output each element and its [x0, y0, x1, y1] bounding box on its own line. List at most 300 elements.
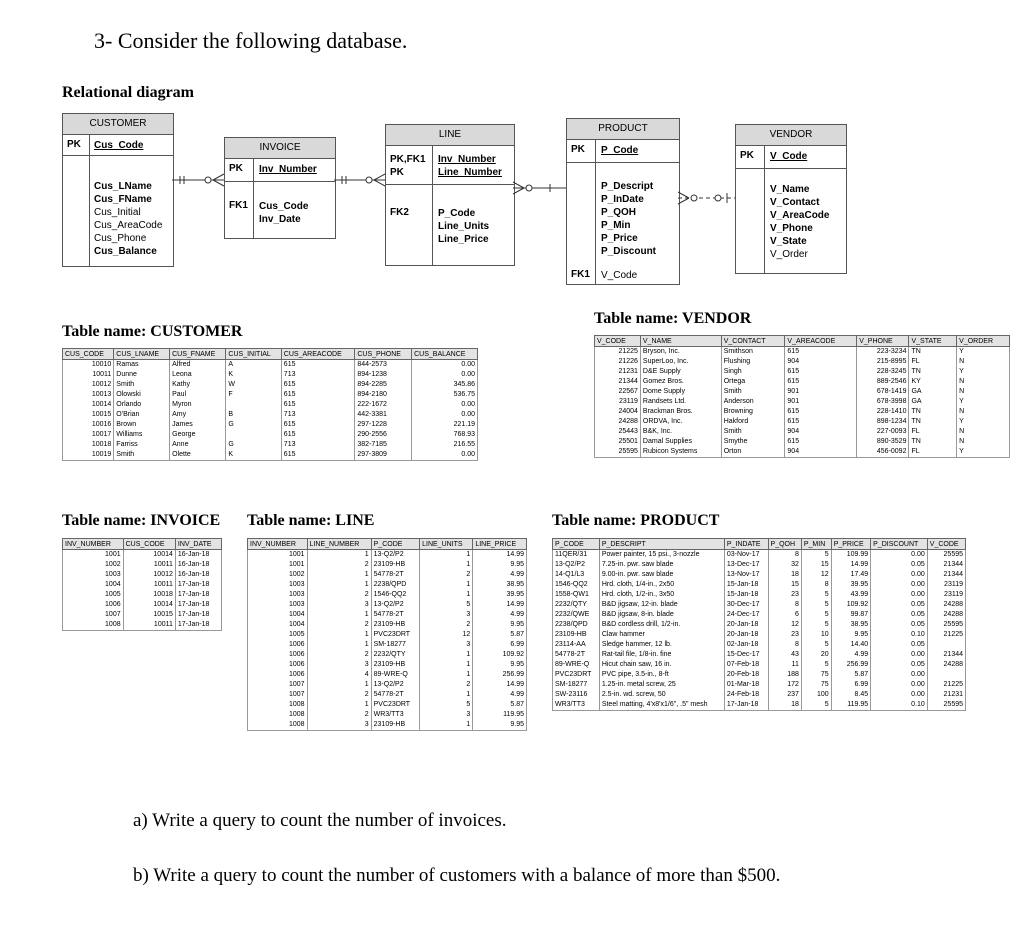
table-cell: 1	[307, 700, 371, 710]
table-cell: N	[957, 437, 1010, 447]
table-cell: 25501	[595, 437, 641, 447]
table-cell: 109.92	[831, 600, 870, 610]
table-row	[63, 430, 478, 440]
column-header: P_CODE	[553, 539, 600, 550]
table-row	[63, 380, 478, 390]
invoice-attr: Cus_Code	[259, 201, 309, 212]
table-cell: 89-WRE-Q	[371, 670, 419, 680]
table-cell: 25443	[595, 427, 641, 437]
column-header: V_CONTACT	[721, 336, 785, 347]
table-cell: 5.87	[473, 630, 527, 640]
line-attr: Line_Units	[438, 221, 490, 232]
table-cell: 23	[768, 590, 801, 600]
table-cell: 1002	[248, 570, 308, 580]
table-cell: 13-Q2/P2	[371, 680, 419, 690]
table-cell: 1006	[248, 640, 308, 650]
table-cell: 3	[420, 640, 473, 650]
table-cell: 222-1672	[355, 400, 412, 410]
table-cell: 456-0092	[857, 447, 909, 458]
vendor-attr: V_State	[770, 236, 807, 247]
table-cell: 23109-HB	[371, 660, 419, 670]
table-cell: PVC23DRT	[553, 670, 600, 680]
table-cell: 1	[307, 570, 371, 580]
table-cell: N	[957, 427, 1010, 437]
table-cell: 10011	[123, 620, 175, 631]
table-cell: 10	[801, 630, 831, 640]
table-cell: 12	[768, 620, 801, 630]
vendor-attr: V_Phone	[770, 223, 813, 234]
table-cell: 9.00-in. pwr. saw blade	[599, 570, 724, 580]
table-cell: 8	[768, 600, 801, 610]
table-cell: GA	[909, 397, 957, 407]
product-fk-label: FK1	[571, 269, 590, 280]
table-cell	[927, 640, 965, 650]
product-attr: P_Descript	[601, 181, 654, 192]
table-cell: 8	[768, 640, 801, 650]
table-cell: 237	[768, 690, 801, 700]
table-cell: 844-2573	[355, 360, 412, 371]
line-pk-attr: Inv_Number	[438, 154, 496, 165]
table-cell: 18	[768, 570, 801, 580]
table-row	[248, 610, 527, 620]
table-cell: 10015	[123, 610, 175, 620]
table-cell: 8	[768, 550, 801, 561]
table-cell: 5	[801, 640, 831, 650]
table-cell: 23109-HB	[371, 720, 419, 731]
table-cell: 10016	[63, 420, 114, 430]
table-cell: George	[170, 430, 226, 440]
table-cell: 15-Dec-17	[724, 650, 768, 660]
table-row	[63, 580, 222, 590]
table-row	[248, 590, 527, 600]
table-cell: B&D jigsaw, 12-in. blade	[599, 600, 724, 610]
table-cell: 15	[801, 560, 831, 570]
table-row	[553, 630, 966, 640]
table-cell: 14.99	[831, 560, 870, 570]
invoice-entity-name: INVOICE	[225, 138, 335, 159]
table-cell: 23109-HB	[371, 620, 419, 630]
table-cell: 14.99	[473, 600, 527, 610]
table-cell: 1003	[248, 580, 308, 590]
table-cell: Smith	[721, 387, 785, 397]
table-row	[553, 580, 966, 590]
table-cell: 615	[281, 400, 355, 410]
table-cell: 3	[420, 610, 473, 620]
table-cell: 23114-AA	[553, 640, 600, 650]
table-row	[553, 650, 966, 660]
relational-diagram-title: Relational diagram	[62, 84, 194, 101]
line-fk-label: FK2	[390, 207, 409, 218]
table-row	[595, 387, 1010, 397]
table-cell: 17-Jan-18	[175, 610, 221, 620]
table-row	[63, 590, 222, 600]
table-cell: Y	[957, 367, 1010, 377]
table-cell: 3	[307, 720, 371, 731]
table-cell: 1004	[63, 580, 124, 590]
table-cell: 1003	[248, 600, 308, 610]
table-cell: 0.05	[871, 640, 928, 650]
table-cell: 14.40	[831, 640, 870, 650]
table-cell: 0.00	[871, 590, 928, 600]
invoice-attr: Inv_Date	[259, 214, 301, 225]
table-cell: 0.00	[412, 400, 478, 410]
table-cell: 11QER/31	[553, 550, 600, 561]
table-cell: 0.05	[871, 610, 928, 620]
customer-table-title: Table name: CUSTOMER	[62, 323, 243, 340]
table-cell: Hrd. cloth, 1/2-in., 3x50	[599, 590, 724, 600]
table-cell: 54778-2T	[371, 610, 419, 620]
table-cell: Brown	[114, 420, 170, 430]
table-cell: D&E Supply	[640, 367, 721, 377]
customer-attr: Cus_AreaCode	[94, 220, 163, 231]
table-cell: SW-23116	[553, 690, 600, 700]
table-cell: 16-Jan-18	[175, 560, 221, 570]
table-cell: 290-2556	[355, 430, 412, 440]
table-cell: 109.92	[473, 650, 527, 660]
table-cell: N	[957, 357, 1010, 367]
vendor-attr: V_Contact	[770, 197, 820, 208]
table-cell	[226, 400, 281, 410]
table-cell: Y	[957, 417, 1010, 427]
table-cell: 894-2180	[355, 390, 412, 400]
table-cell: 1	[420, 690, 473, 700]
table-cell: 17-Jan-18	[175, 600, 221, 610]
table-cell: Rubicon Systems	[640, 447, 721, 458]
product-fk-attr: V_Code	[601, 270, 638, 281]
table-row	[248, 650, 527, 660]
table-cell: 228-1410	[857, 407, 909, 417]
column-header: V_ORDER	[957, 336, 1010, 347]
table-cell: 14-Q1/L3	[553, 570, 600, 580]
table-cell: 25595	[927, 620, 965, 630]
vendor-attr: V_AreaCode	[770, 210, 830, 221]
table-cell: 43.99	[831, 590, 870, 600]
table-cell: 4.99	[473, 690, 527, 700]
table-row	[553, 670, 966, 680]
table-row	[595, 417, 1010, 427]
table-row	[595, 447, 1010, 458]
table-cell: 901	[785, 387, 857, 397]
column-header: P_DESCRIPT	[599, 539, 724, 550]
customer-attr: Cus_Initial	[94, 207, 141, 218]
table-cell: 10012	[63, 380, 114, 390]
table-cell: 1006	[63, 600, 124, 610]
question-b: b) Write a query to count the number of customers with a balance of more than $500.	[133, 865, 781, 886]
table-cell: 894-2285	[355, 380, 412, 390]
table-cell: 615	[785, 437, 857, 447]
table-cell: 1	[420, 550, 473, 561]
customer-pk-label: PK	[67, 139, 81, 150]
table-cell: 1002	[63, 560, 124, 570]
table-cell: 2232/QTY	[371, 650, 419, 660]
table-cell: 18	[768, 700, 801, 711]
table-cell: TN	[909, 417, 957, 427]
customer-table-body	[63, 360, 478, 461]
table-cell: 215-8995	[857, 357, 909, 367]
table-cell: 21225	[927, 680, 965, 690]
table-cell: 713	[281, 410, 355, 420]
table-cell: 1004	[248, 610, 308, 620]
table-row	[553, 560, 966, 570]
product-table-body	[553, 550, 966, 711]
product-pk-attr: P_Code	[601, 145, 639, 156]
table-cell: WR3/TT3	[553, 700, 600, 711]
table-cell: 216.55	[412, 440, 478, 450]
table-cell: FL	[909, 427, 957, 437]
table-cell: 21225	[595, 347, 641, 358]
table-cell: Sledge hammer, 12 lb.	[599, 640, 724, 650]
table-cell: 20	[801, 650, 831, 660]
table-cell: 23119	[595, 397, 641, 407]
table-cell: Anne	[170, 440, 226, 450]
column-header: INV_NUMBER	[248, 539, 308, 550]
table-cell: 10013	[63, 390, 114, 400]
table-cell: 10011	[123, 560, 175, 570]
table-cell: Leona	[170, 370, 226, 380]
table-cell: 1	[420, 660, 473, 670]
table-cell: 5	[801, 590, 831, 600]
table-cell: 3	[307, 600, 371, 610]
line-entity-name: LINE	[386, 125, 514, 146]
table-cell: 1006	[248, 670, 308, 680]
table-cell: 6	[768, 610, 801, 620]
table-cell: 21344	[595, 377, 641, 387]
table-cell: 0.05	[871, 600, 928, 610]
table-cell: 2232/QWE	[553, 610, 600, 620]
table-cell: 0.00	[412, 370, 478, 380]
table-cell: 4	[307, 670, 371, 680]
table-cell: 1008	[248, 720, 308, 731]
product-attr: P_QOH	[601, 207, 637, 218]
table-cell: 38.95	[831, 620, 870, 630]
table-cell: 2	[307, 650, 371, 660]
table-cell: 904	[785, 357, 857, 367]
table-cell: 5.87	[831, 670, 870, 680]
table-cell: 12	[801, 570, 831, 580]
table-cell: 24288	[927, 600, 965, 610]
table-cell: 615	[281, 450, 355, 461]
table-row	[553, 640, 966, 650]
table-cell: Power painter, 15 psi., 3-nozzle	[599, 550, 724, 561]
table-cell: Smythe	[721, 437, 785, 447]
table-cell: 1001	[63, 550, 124, 561]
table-cell: 2	[307, 620, 371, 630]
vendor-pk-attr: V_Code	[770, 151, 808, 162]
column-header: LINE_NUMBER	[307, 539, 371, 550]
table-cell: 10011	[123, 580, 175, 590]
table-cell: 0.00	[871, 670, 928, 680]
table-cell: SM-18277	[553, 680, 600, 690]
line-attr: Line_Price	[438, 234, 489, 245]
table-row	[595, 407, 1010, 417]
table-cell: 39.95	[831, 580, 870, 590]
table-cell: 24288	[927, 610, 965, 620]
table-cell: 10014	[123, 550, 175, 561]
table-cell: 615	[281, 380, 355, 390]
table-cell: 1008	[248, 700, 308, 710]
table-row	[248, 630, 527, 640]
column-header: V_STATE	[909, 336, 957, 347]
table-row	[63, 450, 478, 461]
vendor-attr: V_Order	[770, 249, 808, 260]
table-cell: 8	[801, 580, 831, 590]
product-attr: P_InDate	[601, 194, 644, 205]
table-cell: 297-1228	[355, 420, 412, 430]
table-row	[63, 620, 222, 631]
product-attr: P_Price	[601, 233, 638, 244]
invoice-pk-attr: Inv_Number	[259, 164, 317, 175]
table-cell: 21225	[927, 630, 965, 640]
table-cell: 678-1419	[857, 387, 909, 397]
table-cell: 297-3809	[355, 450, 412, 461]
column-header: CUS_PHONE	[355, 349, 412, 360]
table-cell: 24-Feb-18	[724, 690, 768, 700]
table-cell: 904	[785, 427, 857, 437]
table-cell: FL	[909, 447, 957, 458]
column-header: CUS_FNAME	[170, 349, 226, 360]
column-header: P_CODE	[371, 539, 419, 550]
table-cell: Smith	[721, 427, 785, 437]
table-cell: 8.45	[831, 690, 870, 700]
table-cell: 23	[768, 630, 801, 640]
table-row	[248, 640, 527, 650]
column-header: CUS_AREACODE	[281, 349, 355, 360]
table-cell: 1558-QW1	[553, 590, 600, 600]
table-row	[248, 550, 527, 561]
table-cell: Farriss	[114, 440, 170, 450]
table-cell: Hrd. cloth, 1/4-in., 2x50	[599, 580, 724, 590]
vendor-attr: V_Name	[770, 184, 810, 195]
table-cell: 20-Feb-18	[724, 670, 768, 680]
table-row	[63, 550, 222, 561]
column-header: CUS_INITIAL	[226, 349, 281, 360]
table-cell: 5	[801, 660, 831, 670]
table-cell: Randsets Ltd.	[640, 397, 721, 407]
table-cell: 0.00	[871, 650, 928, 660]
customer-attr: Cus_Balance	[94, 246, 157, 257]
table-cell: 1003	[248, 590, 308, 600]
table-cell: 382-7185	[355, 440, 412, 450]
column-header: CUS_CODE	[123, 539, 175, 550]
table-cell: B&D cordless drill, 1/2-in.	[599, 620, 724, 630]
table-cell: 2238/QPD	[371, 580, 419, 590]
table-cell: 17-Jan-18	[724, 700, 768, 711]
table-cell: 1	[307, 580, 371, 590]
customer-table	[62, 348, 478, 461]
table-cell: 23109-HB	[371, 560, 419, 570]
table-cell: 16-Jan-18	[175, 570, 221, 580]
table-cell: 0.10	[871, 700, 928, 711]
line-pk-label: PK,FK1 PK	[390, 154, 426, 178]
table-cell: 38.95	[473, 580, 527, 590]
table-cell: 2	[307, 710, 371, 720]
table-cell: PVC23DRT	[371, 630, 419, 640]
table-cell: SM-18277	[371, 640, 419, 650]
table-cell: 442-3381	[355, 410, 412, 420]
table-cell: 1	[420, 670, 473, 680]
table-row	[553, 600, 966, 610]
product-attr: P_Discount	[601, 246, 657, 257]
table-cell: PVC pipe, 3.5-in., 8-ft	[599, 670, 724, 680]
table-cell: 7.25-in. pwr. saw blade	[599, 560, 724, 570]
table-cell: 15-Jan-18	[724, 590, 768, 600]
table-cell: 9.95	[473, 720, 527, 731]
table-cell: Browning	[721, 407, 785, 417]
column-header: V_AREACODE	[785, 336, 857, 347]
table-cell: 1	[307, 610, 371, 620]
table-cell: 10010	[63, 360, 114, 371]
table-cell: 1006	[248, 660, 308, 670]
column-header: INV_DATE	[175, 539, 221, 550]
table-cell: 1	[420, 590, 473, 600]
table-cell: 1007	[63, 610, 124, 620]
table-cell: TN	[909, 347, 957, 358]
table-cell: 2	[307, 590, 371, 600]
table-cell: 23109-HB	[553, 630, 600, 640]
table-cell: 24-Dec-17	[724, 610, 768, 620]
line-table-body	[248, 550, 527, 731]
table-cell: 23119	[927, 590, 965, 600]
table-cell: Brackman Bros.	[640, 407, 721, 417]
table-row	[595, 357, 1010, 367]
table-cell: 1007	[248, 680, 308, 690]
table-cell: G	[226, 420, 281, 430]
table-cell: 0.00	[412, 360, 478, 371]
table-cell: 1001	[248, 560, 308, 570]
table-row	[63, 440, 478, 450]
table-cell: 17-Jan-18	[175, 590, 221, 600]
table-cell: W	[226, 380, 281, 390]
product-attr: P_Min	[601, 220, 631, 231]
table-cell: Ramas	[114, 360, 170, 371]
table-cell: 14.99	[473, 550, 527, 561]
table-cell: 1	[420, 560, 473, 570]
customer-attr: Cus_Phone	[94, 233, 147, 244]
table-cell: 227-0093	[857, 427, 909, 437]
table-cell: 0.10	[871, 630, 928, 640]
table-cell: 0.00	[412, 450, 478, 461]
table-cell: Paul	[170, 390, 226, 400]
table-cell: 21231	[927, 690, 965, 700]
table-cell: 24288	[595, 417, 641, 427]
table-cell: 21344	[927, 560, 965, 570]
table-cell: 2	[307, 560, 371, 570]
table-row	[595, 427, 1010, 437]
table-cell: 2	[420, 570, 473, 580]
table-cell: 21226	[595, 357, 641, 367]
table-row	[595, 377, 1010, 387]
table-row	[248, 600, 527, 610]
table-cell: 0.00	[412, 410, 478, 420]
table-row	[248, 660, 527, 670]
table-row	[553, 590, 966, 600]
column-header: V_PHONE	[857, 336, 909, 347]
table-cell: GA	[909, 387, 957, 397]
table-cell	[226, 430, 281, 440]
table-cell: Kathy	[170, 380, 226, 390]
table-cell: 256.99	[473, 670, 527, 680]
table-cell: 615	[281, 420, 355, 430]
table-row	[248, 670, 527, 680]
table-cell: 4.99	[473, 610, 527, 620]
table-cell: 1	[307, 680, 371, 690]
table-cell: WR3/TT3	[371, 710, 419, 720]
table-cell: 768.93	[412, 430, 478, 440]
table-cell: Hakford	[721, 417, 785, 427]
table-cell: N	[957, 387, 1010, 397]
table-cell: 172	[768, 680, 801, 690]
table-cell: James	[170, 420, 226, 430]
